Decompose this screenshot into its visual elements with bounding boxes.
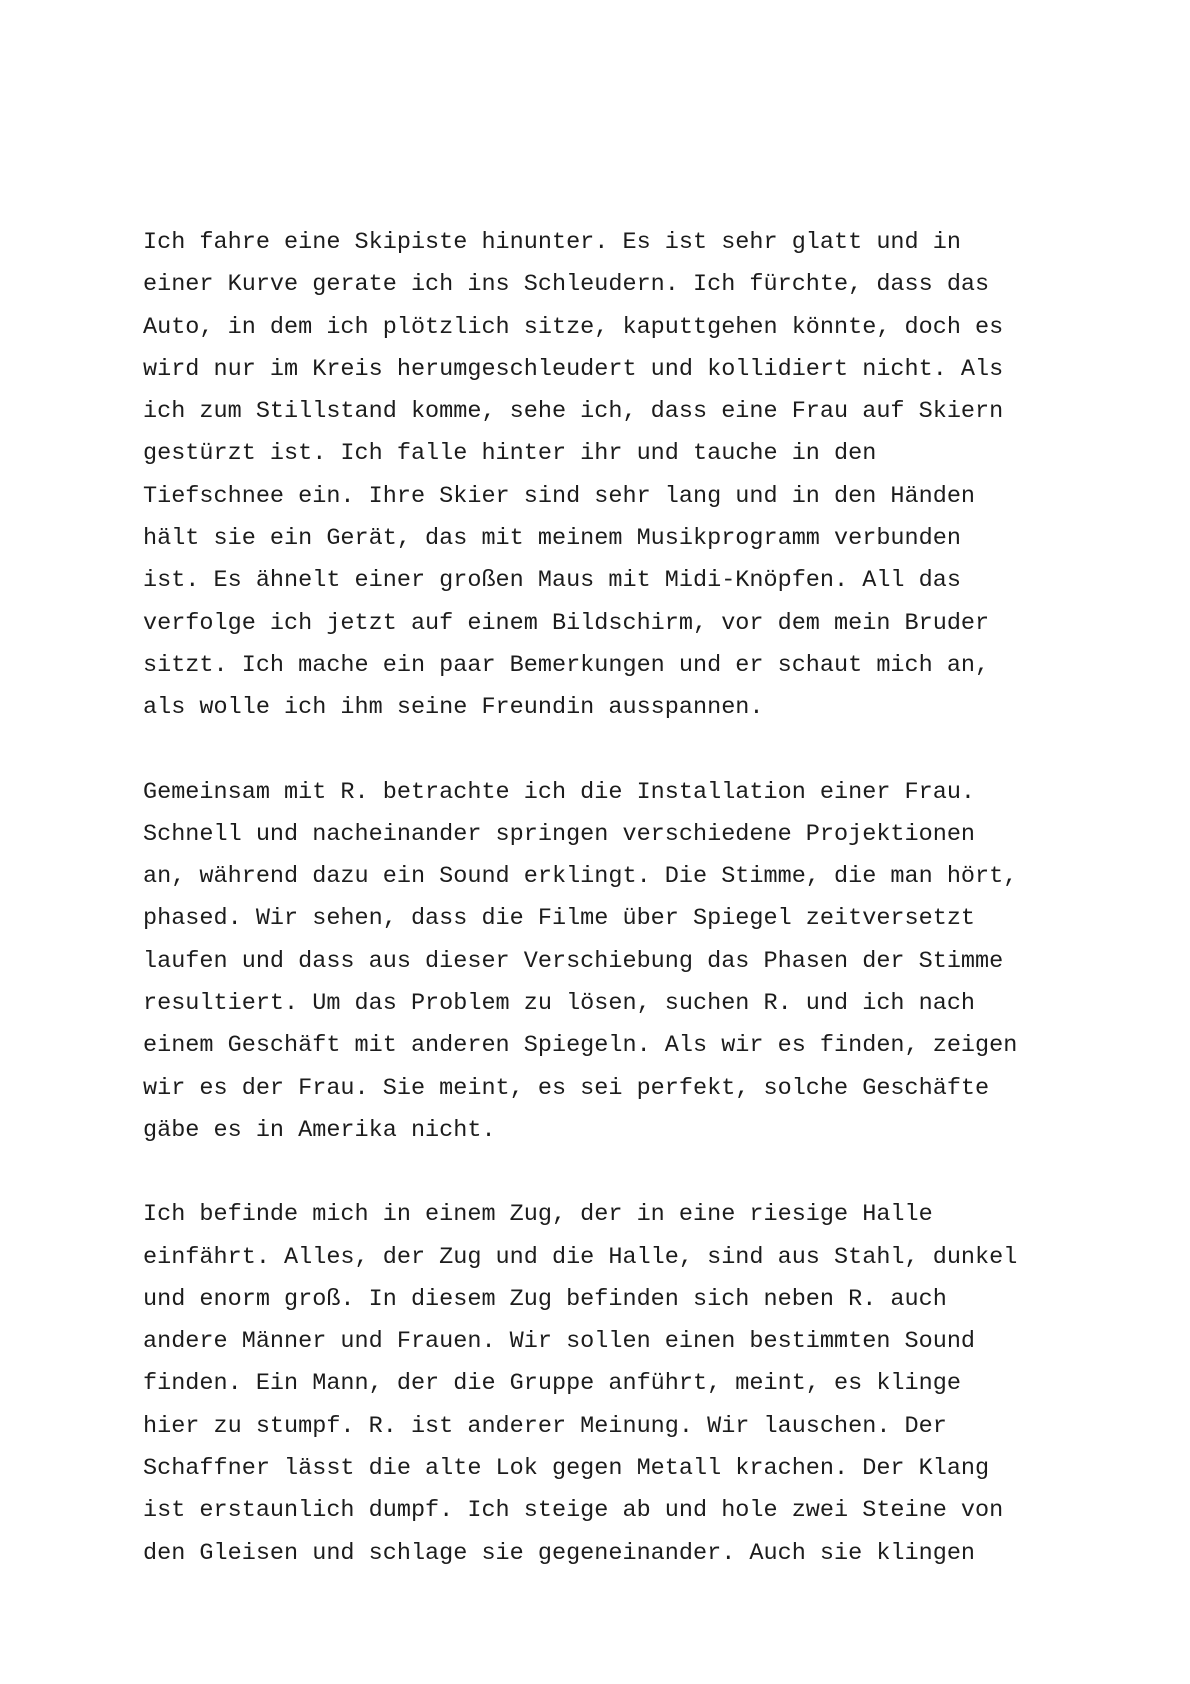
text-line: gestürzt ist. Ich falle hinter ihr und tauche in den: [143, 440, 877, 468]
text-line: andere Männer und Frauen. Wir sollen einen bestimmten Sound: [143, 1328, 976, 1356]
text-line: verfolge ich jetzt auf einem Bildschirm, vor dem mein Bruder: [143, 609, 990, 637]
text-line: einfährt. Alles, der Zug und die Halle, sind aus Stahl, dunkel: [143, 1243, 1018, 1271]
text-line: Ich fahre eine Skipiste hinunter. Es ist sehr glatt und in: [143, 229, 961, 256]
text-line: finden. Ein Mann, der die Gruppe anführt, meint, es klinge: [143, 1370, 961, 1398]
text-line: ist erstaunlich dumpf. Ich steige ab und hole zwei Steine von: [143, 1497, 1004, 1525]
text-line: an, während dazu ein Sound erklingt. Die Stimme, die man hört,: [143, 863, 1018, 891]
text-line: als wolle ich ihm seine Freundin ausspannen.: [143, 694, 764, 722]
text-line: Gemeinsam mit R. betrachte ich die Installation einer Frau.: [143, 778, 976, 806]
text-line: Tiefschnee ein. Ihre Skier sind sehr lang und in den Händen: [143, 482, 976, 510]
text-line: hält sie ein Gerät, das mit meinem Musikprogramm verbunden: [143, 525, 961, 553]
paragraph-installation-dream: [143, 772, 1083, 1153]
text-line: phased. Wir sehen, dass die Filme über Spiegel zeitversetzt: [143, 905, 976, 933]
text-line: laufen und dass aus dieser Verschiebung das Phasen der Stimme: [143, 947, 1004, 975]
text-line: wir es der Frau. Sie meint, es sei perfekt, solche Geschäfte: [143, 1074, 990, 1102]
text-line: gäbe es in Amerika nicht.: [143, 1116, 496, 1144]
text-line: den Gleisen und schlage sie gegeneinander. Auch sie klingen: [143, 1539, 976, 1567]
text-line: sitzt. Ich mache ein paar Bemerkungen und er schaut mich an,: [143, 651, 990, 679]
text-line: Schaffner lässt die alte Lok gegen Metall krachen. Der Klang: [143, 1455, 990, 1483]
document-body: [143, 222, 1083, 1617]
paragraph-train-dream: [143, 1194, 1083, 1575]
text-line: Auto, in dem ich plötzlich sitze, kaputtgehen könnte, doch es: [143, 313, 1004, 341]
text-line: und enorm groß. In diesem Zug befinden sich neben R. auch: [143, 1285, 947, 1313]
text-line: ich zum Stillstand komme, sehe ich, dass eine Frau auf Skiern: [143, 398, 1004, 426]
text-line: Schnell und nacheinander springen verschiedene Projektionen: [143, 820, 976, 848]
text-line: ist. Es ähnelt einer großen Maus mit Midi-Knöpfen. All das: [143, 567, 961, 595]
text-line: wird nur im Kreis herumgeschleudert und kollidiert nicht. Als: [143, 355, 1004, 383]
paragraph-ski-dream: [143, 222, 1083, 730]
text-line: einer Kurve gerate ich ins Schleudern. Ich fürchte, dass das: [143, 271, 990, 299]
text-line: resultiert. Um das Problem zu lösen, suchen R. und ich nach: [143, 990, 976, 1018]
text-line: einem Geschäft mit anderen Spiegeln. Als wir es finden, zeigen: [143, 1032, 1018, 1060]
text-line: hier zu stumpf. R. ist anderer Meinung. Wir lauschen. Der: [143, 1412, 947, 1440]
text-line: Ich befinde mich in einem Zug, der in eine riesige Halle: [143, 1201, 933, 1229]
